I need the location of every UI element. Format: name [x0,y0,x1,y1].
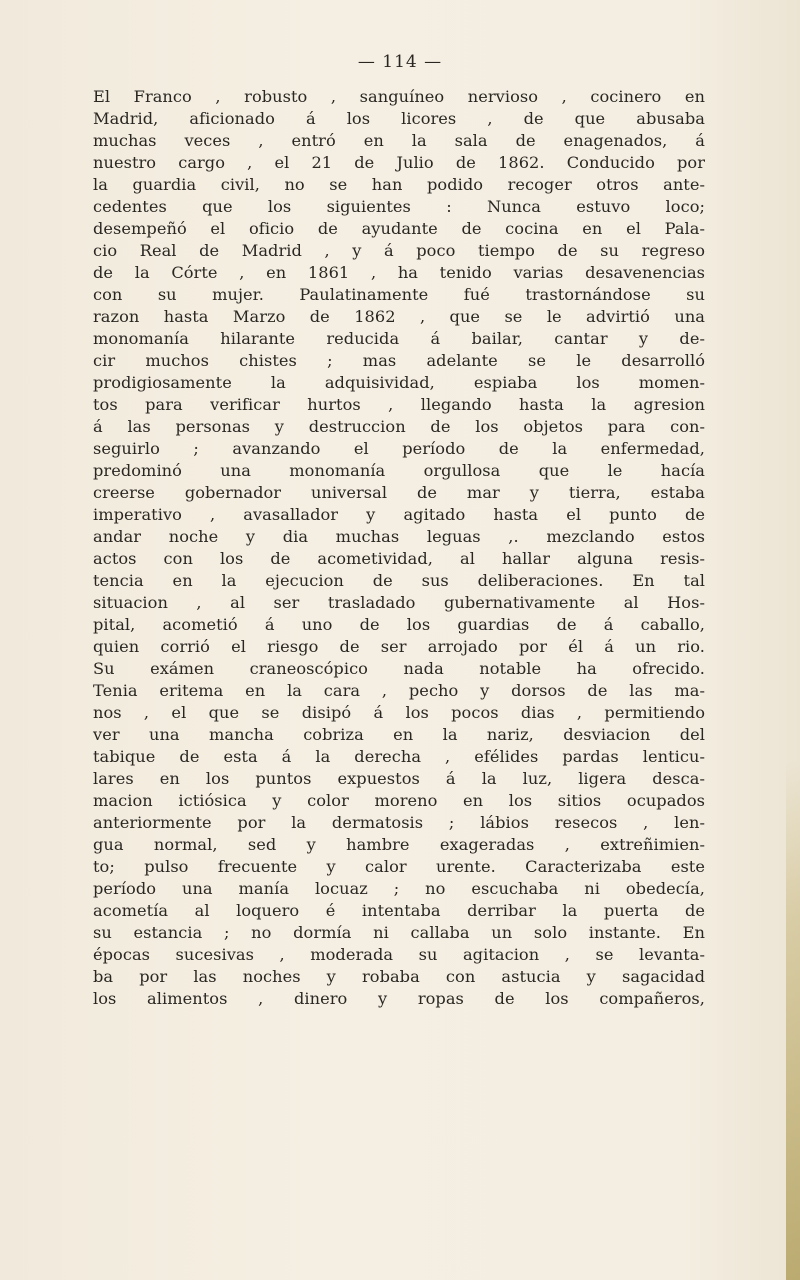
text-line: tos para verificar hurtos , llegando hasta la agresion [93,395,705,414]
text-line: macion ictiósica y color moreno en los sitios ocupados [93,791,705,810]
text-line: andar noche y dia muchas leguas ,. mezclando estos [93,527,705,546]
text-line: Madrid, aficionado á los licores , de que abusaba [93,109,705,128]
text-line: período una manía locuaz ; no escuchaba ni obedecía, [93,879,705,898]
text-line: tabique de esta á la derecha , efélides pardas lenticu- [93,747,705,766]
text-line: nuestro cargo , el 21 de Julio de 1862. Conducido por [93,153,705,172]
text-line: cio Real de Madrid , y á poco tiempo de su regreso [93,241,705,260]
text-line: imperativo , avasallador y agitado hasta el punto de [93,505,705,524]
text-line: creerse gobernador universal de mar y tierra, estaba [93,483,705,502]
text-line: Su exámen craneoscópico nada notable ha ofrecido. [93,659,705,678]
text-line: monomanía hilarante reducida á bailar, cantar y de- [93,329,705,348]
text-line: lares en los puntos expuestos á la luz, ligera desca- [93,769,705,788]
text-line: cir muchos chistes ; mas adelante se le desarrolló [93,351,705,370]
text-line: desempeñó el oficio de ayudante de cocina en el Pala- [93,219,705,238]
text-line: quien corrió el riesgo de ser arrojado por él á un rio. [93,637,705,656]
text-line: nos , el que se disipó á los pocos dias , permitiendo [93,703,705,722]
text-line: tencia en la ejecucion de sus deliberaciones. En tal [93,571,705,590]
text-line: muchas veces , entró en la sala de enagenados, á [93,131,705,150]
text-line: seguirlo ; avanzando el período de la enfermedad, [93,439,705,458]
text-line: ba por las noches y robaba con astucia y sagacidad [93,967,705,986]
page-number: — 114 — [357,52,443,72]
page-edge-stain [786,760,800,1280]
text-line: pital, acometió á uno de los guardias de á caballo, [93,615,705,634]
text-line: actos con los de acometividad, al hallar alguna resis- [93,549,705,568]
text-line: Tenia eritema en la cara , pecho y dorsos de las ma- [93,681,705,700]
text-line: to; pulso frecuente y calor urente. Caracterizaba este [93,857,705,876]
text-line: situacion , al ser trasladado gubernativamente al Hos- [93,593,705,612]
text-line: los alimentos , dinero y ropas de los compañeros, [93,989,705,1008]
text-line: razon hasta Marzo de 1862 , que se le advirtió una [93,307,705,326]
text-line: El Franco , robusto , sanguíneo nervioso , cocinero en [93,87,705,106]
text-line: épocas sucesivas , moderada su agitacion , se levanta- [93,945,705,964]
text-line: predominó una monomanía orgullosa que le hacía [93,461,705,480]
text-line: su estancia ; no dormía ni callaba un solo instante. En [93,923,705,942]
text-line: la guardia civil, no se han podido recoger otros ante- [93,175,705,194]
text-line: gua normal, sed y hambre exageradas , extreñimien- [93,835,705,854]
text-line: anteriormente por la dermatosis ; lábios resecos , len- [93,813,705,832]
text-line: prodigiosamente la adquisividad, espiaba los momen- [93,373,705,392]
text-line: acometía al loquero é intentaba derribar la puerta de [93,901,705,920]
text-line: cedentes que los siguientes : Nunca estuvo loco; [93,197,705,216]
text-line: de la Córte , en 1861 , ha tenido varias desavenencias [93,263,705,282]
body-text [93,86,705,1010]
text-line: con su mujer. Paulatinamente fué trastornándose su [93,285,705,304]
text-line: á las personas y destruccion de los objetos para con- [93,417,705,436]
text-line: ver una mancha cobriza en la nariz, desviacion del [93,725,705,744]
